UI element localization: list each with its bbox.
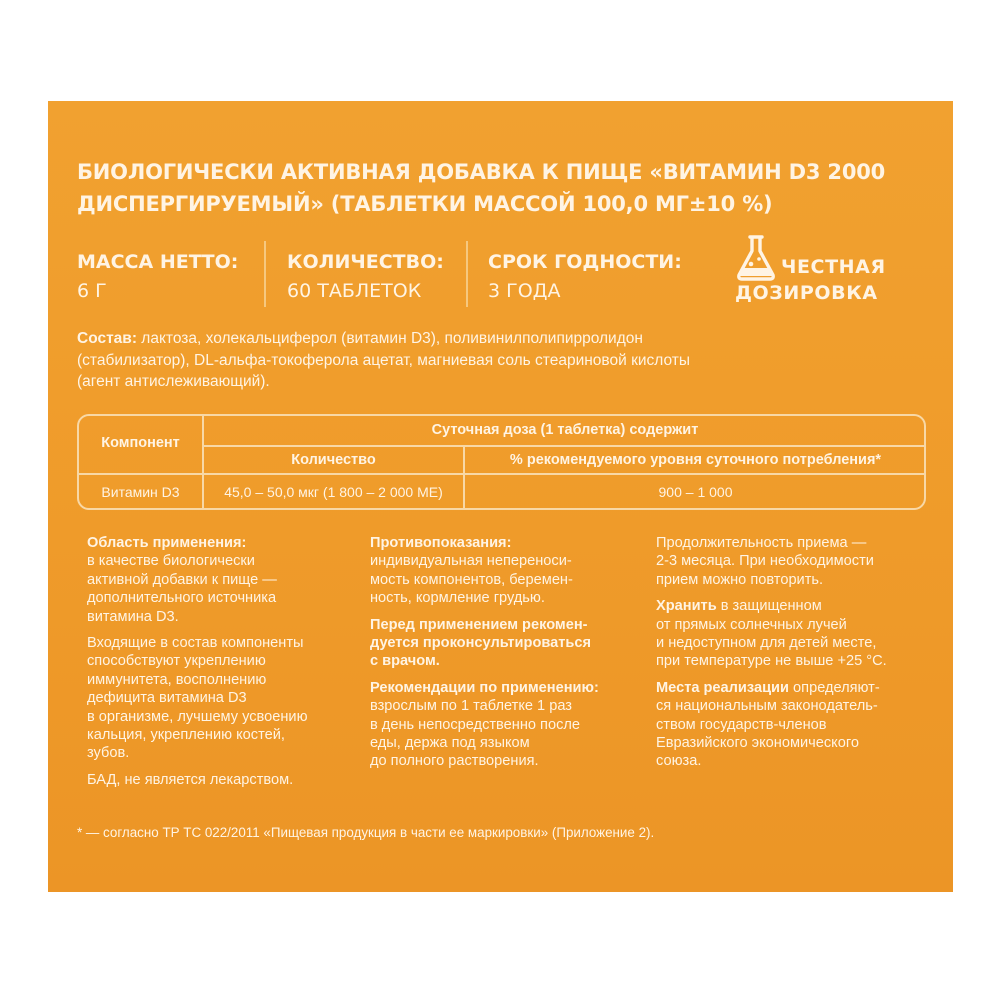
text-line: от прямых солнечных лучей [656,616,847,633]
table-header-percent: % рекомендуемого уровня суточного потребления* [509,452,882,468]
text-line: БАД, не является лекарством. [87,771,294,788]
section-title: Противопоказания: [370,535,512,551]
product-title-line: ДИСПЕРГИРУЕМЫЙ» (ТАБЛЕТКИ МАССОЙ 100,0 МГ±10 %) [77,192,773,216]
shelf-life [488,248,682,306]
text-line: 2-3 месяца. При необходимости [656,553,874,570]
text-line: в качестве биологически [87,553,255,570]
table-row-component: Витамин D3 [101,484,180,500]
composition-text: лактоза, холекальциферол (витамин D3), поливинилполипирролидон [136,330,643,347]
product-title [77,156,937,220]
badge-text [735,254,886,306]
text-line: и недоступном для детей месте, [656,635,877,652]
text-line: в организме, лучшему усвоению [87,708,308,725]
text-line: ность, кормление грудью. [370,590,545,607]
text-line: в защищенном [716,598,822,615]
label-panel [48,101,953,892]
badge-line: ДОЗИРОВКА [735,282,878,304]
section-title: Хранить [656,598,717,615]
net-weight-label: МАССА НЕТТО: [77,251,239,273]
section-title: Область применения: [87,535,247,551]
footnote: * — согласно ТР ТС 022/2011 «Пищевая продукция в части ее маркировки» (Приложение 2). [77,825,655,840]
divider [264,241,266,307]
quantity-label: КОЛИЧЕСТВО: [287,251,444,273]
column-contraindications [370,534,640,779]
text-line: до полного растворения. [370,753,539,770]
text-line: дефицита витамина D3 [87,690,247,707]
shelf-life-value: 3 ГОДА [488,280,561,302]
text-line: мость компонентов, беремен- [370,571,573,588]
table-row-amount: 45,0 – 50,0 мкг (1 800 – 2 000 МЕ) [224,484,443,500]
composition-text: (агент антислеживающий). [77,373,270,390]
text-line: дополнительного источника [87,590,277,607]
section-title: Рекомендации по применению: [370,679,599,696]
consult-line: с врачом. [370,653,440,670]
text-line: еды, держа под языком [370,735,530,752]
composition-label: Состав: [77,330,137,347]
text-line: в день непосредственно после [370,716,580,733]
product-title-line: БИОЛОГИЧЕСКИ АКТИВНАЯ ДОБАВКА К ПИЩЕ «ВИТАМИН D3 2000 [77,160,886,184]
text-line: взрослым по 1 таблетке 1 раз [370,698,572,715]
text-line: зубов. [87,745,130,762]
text-line: при температуре не выше +25 °С. [656,653,887,670]
table-rule [202,445,924,447]
net-weight-value: 6 Г [77,280,107,302]
quantity-value: 60 ТАБЛЕТОК [287,280,422,302]
table-header-amount: Количество [291,452,376,468]
net-weight [77,248,238,306]
consult-line: Перед применением рекомен- [370,616,588,633]
text-line: витамина D3. [87,608,179,625]
divider [466,241,468,307]
table-header-component: Компонент [101,435,180,451]
text-line: ся национальным законодатель- [656,698,878,715]
text-line: прием можно повторить. [656,571,824,588]
table-header-daily-dose: Суточная доза (1 таблетка) содержит [431,422,699,438]
quantity [287,248,444,306]
text-line: определяют- [789,679,880,696]
badge-line: ЧЕСТНАЯ [781,256,886,278]
text-line: кальция, укреплению костей, [87,727,285,744]
honest-dosage-badge [735,234,925,314]
text-line: ством государств-членов [656,716,827,733]
text-line: индивидуальная непереноси- [370,553,572,570]
text-line: активной добавки к пище — [87,571,277,588]
table-rule [79,473,924,475]
flask-icon [735,234,779,282]
text-line: иммунитета, восполнению [87,671,267,688]
text-line: союза. [656,753,702,770]
column-application [87,534,357,797]
text-line: Продолжительность приема — [656,535,867,551]
consult-line: дуется проконсультироваться [370,635,592,652]
section-title: Места реализации [656,679,789,696]
composition-text: (стабилизатор), DL-альфа-токоферола ацетат, магниевая соль стеариновой кислоты [77,351,690,369]
composition [77,328,937,393]
text-line: способствуют укреплению [87,653,266,670]
text-line: Евразийского экономического [656,735,859,752]
column-storage [656,534,926,779]
table-row-percent: 900 – 1 000 [658,484,733,500]
nutrition-table [77,414,926,510]
text-line: Входящие в состав компоненты [87,635,304,652]
shelf-life-label: СРОК ГОДНОСТИ: [488,251,682,273]
